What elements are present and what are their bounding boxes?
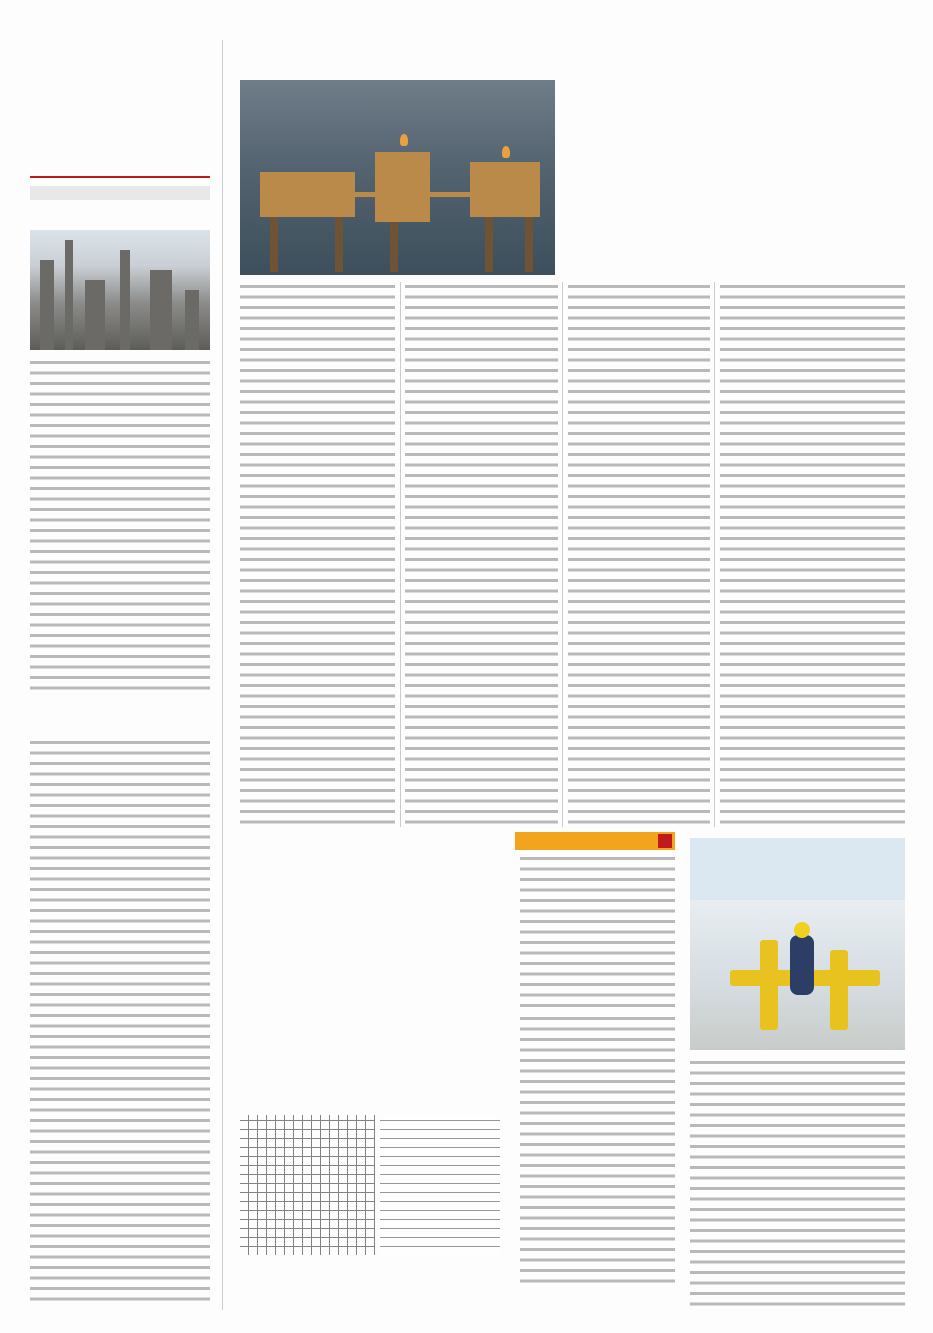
crossword-grid[interactable]: [237, 848, 502, 1110]
offshore-platform-photo: [240, 80, 555, 275]
crossword-header: [515, 832, 675, 850]
article-column-4: [240, 282, 395, 827]
crossword-column-numbers: [237, 832, 502, 846]
article-column-1: [720, 282, 905, 827]
crossword-clues: [520, 854, 675, 1304]
section-header: [30, 148, 210, 178]
section-tag: [30, 186, 210, 200]
crossword-icon: [658, 834, 672, 848]
gas-worker-photo: [690, 900, 905, 1050]
gas-article-text: [690, 1058, 905, 1308]
article-column-2: [568, 282, 710, 827]
article-column-3: [405, 282, 558, 827]
refinery-photo: [30, 230, 210, 350]
crossword-clues-bottom: [240, 1115, 375, 1255]
crossword-row-numbers: [503, 848, 517, 1110]
sidebar-article-text: [30, 358, 210, 693]
column-divider: [222, 40, 223, 1310]
column-divider: [714, 282, 715, 827]
crossword-answer-grid: [380, 1115, 500, 1255]
masthead-logo: [30, 40, 210, 125]
column-divider: [562, 282, 563, 827]
column-divider: [400, 282, 401, 827]
sidebar-article-text-2: [30, 738, 210, 1308]
